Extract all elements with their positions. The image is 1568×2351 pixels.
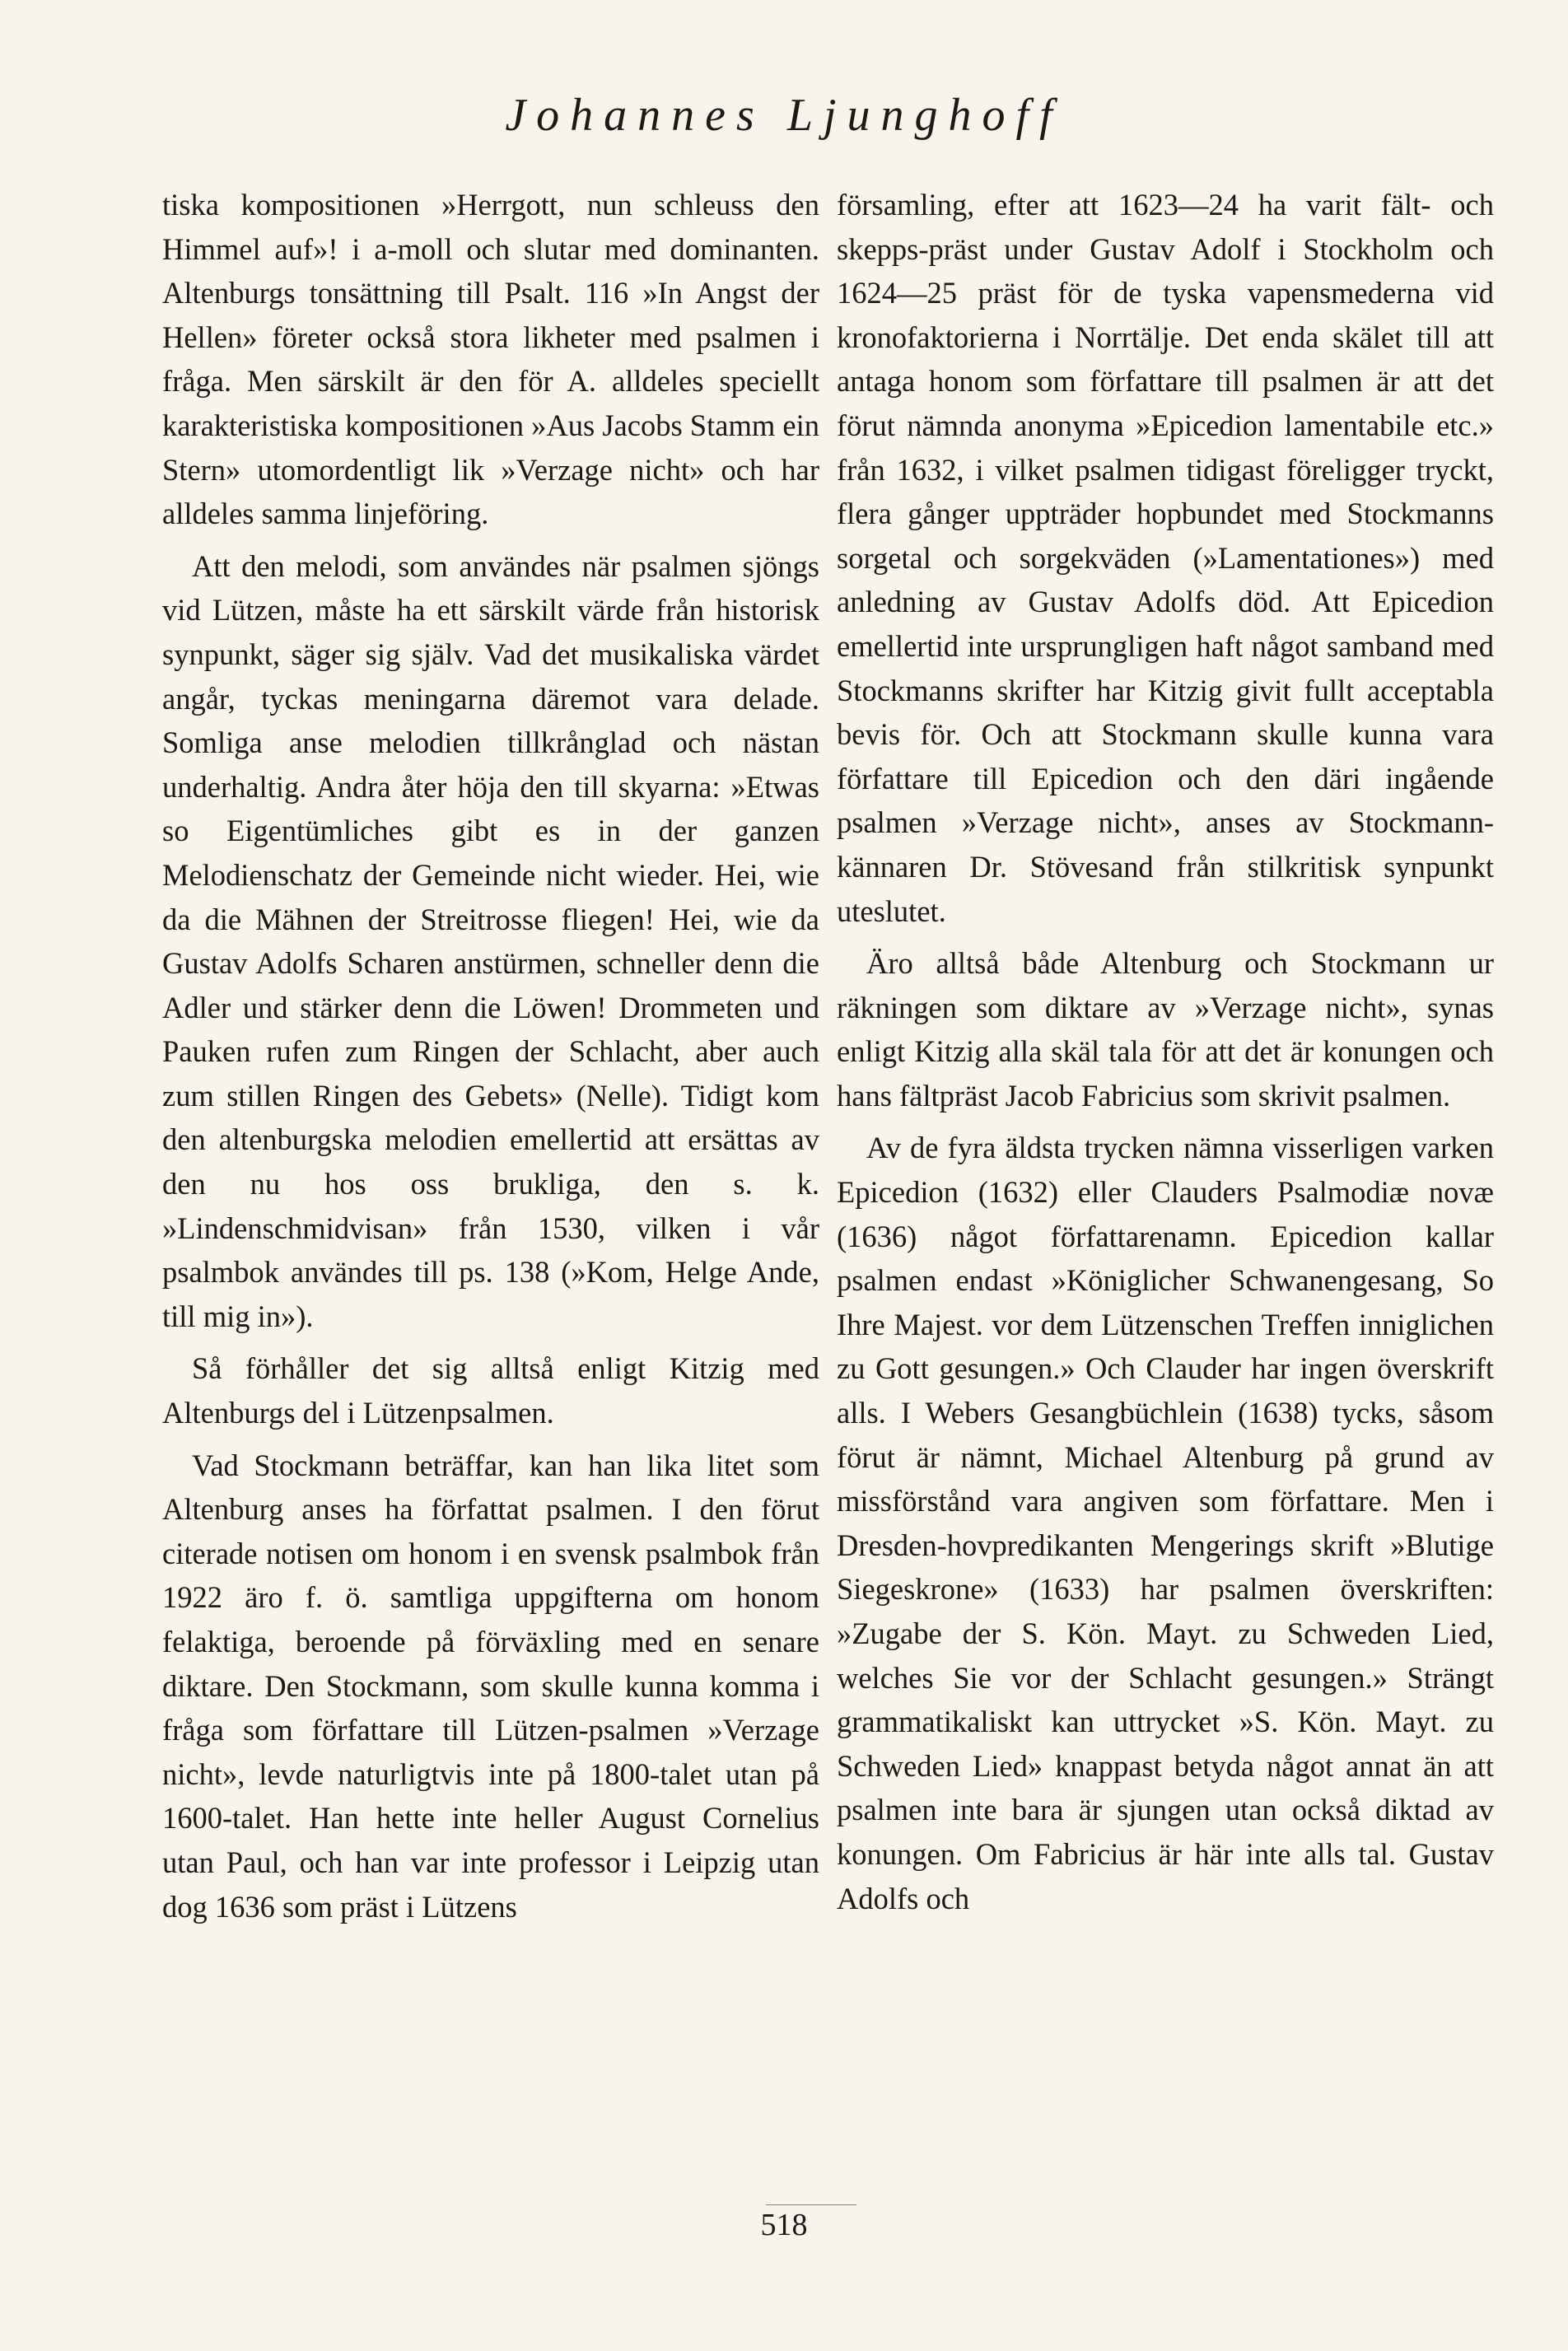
right-paragraph-1: församling, efter att 1623—24 ha varit fält- och skepps-präst under Gustav Adolf i Stockholm och 1624—25 präst för de tyska vapensmederna vid kronofaktorierna i Norrtälje. Det enda skälet till att antaga honom som författare till psalmen är att det förut nämnda anonyma »Epicedion lamentabile etc.» från 1632, i vilket psalmen tidigast föreligger tryckt, flera gånger uppträder hopbundet med Stockmanns sorgetal och sorgekväden (»Lamentationes») med anledning av Gustav Adolfs död. Att Epicedion emellertid inte ursprungligen haft något samband med Stockmanns skrifter har Kitzig givit fullt acceptabla bevis för. Och att Stockmann skulle kunna vara författare till Epicedion och den däri ingående psalmen »Verzage nicht», anses av Stockmann-kännaren Dr. Stövesand från stilkritisk synpunkt uteslutet. [837, 188, 1494, 928]
page-number: 518 [760, 2208, 808, 2242]
left-paragraph-1: tiska kompositionen »Herrgott, nun schleuss den Himmel auf»! i a-moll och slutar med dominanten. Altenburgs tonsättning till Psalt. 116 »In Angst der Hellen» företer också stora likheter med psalmen i fråga. Men särskilt är den för A. alldeles speciellt karakteristiska kompositionen »Aus Jacobs Stamm ein Stern» utomordentligt lik »Verzage nicht» och har alldeles samma linjeföring. [162, 188, 819, 531]
running-title: Johannes Ljunghoff [505, 90, 1063, 141]
left-paragraph-4: Vad Stockmann beträffar, kan han lika litet som Altenburg anses ha författat psalmen. I den förut citerade notisen om honom i en svensk psalmbok från 1922 äro f. ö. samtliga uppgifterna om honom felaktiga, beroende på förväxling med en senare diktare. Den Stockmann, som skulle kunna komma i fråga som författare till Lützen-psalmen »Verzage nicht», levde naturligtvis inte på 1800-talet utan på 1600-talet. Han hette inte heller August Cornelius utan Paul, och han var inte professor i Leipzig utan dog 1636 som präst i Lützens [162, 1448, 819, 1924]
left-column [162, 183, 819, 1937]
right-paragraph-3: Av de fyra äldsta trycken nämna visserligen varken Epicedion (1632) eller Clauders Psalmodiæ novæ (1636) något författarenamn. Epicedion kallar psalmen endast »Königlicher Schwanengesang, So Ihre Majest. vor dem Lützenschen Treffen inniglichen zu Gott gesungen.» Och Clauder har ingen överskrift alls. I Webers Gesangbüchlein (1638) tycks, såsom förut är nämnt, Michael Altenburg på grund av missförstånd vara angiven som författare. Men i Dresden-hovpredikanten Mengerings skrift »Blutige Siegeskrone» (1633) har psalmen överskriften: »Zugabe der S. Kön. Mayt. zu Schweden Lied, welches Sie vor der Schlacht gesungen.» Strängt grammatikaliskt kan uttrycket »S. Kön. Mayt. zu Schweden Lied» knappast betyda något annat än att psalmen inte bara är sjungen utan också diktad av konungen. Om Fabricius är här inte alls tal. Gustav Adolfs och [837, 1131, 1494, 1915]
left-paragraph-2: Att den melodi, som användes när psalmen sjöngs vid Lützen, måste ha ett särskilt värde från historisk synpunkt, säger sig själv. Vad det musikaliska värdet angår, tyckas meningarna däremot vara delade. Somliga anse melodien tillkrånglad och nästan underhaltig. Andra åter höja den till skyarna: »Etwas so Eigentümliches gibt es in der ganzen Melodienschatz der Gemeinde nicht wieder. Hei, wie da die Mähnen der Streitrosse fliegen! Hei, wie da Gustav Adolfs Scharen anstürmen, schneller denn die Adler und stärker denn die Löwen! Drommeten und Pauken rufen zum Ringen der Schlacht, aber auch zum stillen Ringen des Gebets» (Nelle). Tidigt kom den altenburgska melodien emellertid att ersättas av den nu hos oss brukliga, den s. k. »Lindenschmidvisan» från 1530, vilken i vår psalmbok användes till ps. 138 (»Kom, Helge Ande, till mig in»). [162, 548, 819, 1333]
page-number-rule [766, 2204, 856, 2205]
right-column [837, 183, 1494, 1929]
right-paragraph-2: Äro alltså både Altenburg och Stockmann ur räkningen som diktare av »Verzage nicht», synas enligt Kitzig alla skäl tala för att det är konungen och hans fältpräst Jacob Fabricius som skrivit psalmen. [837, 946, 1494, 1113]
left-paragraph-3: Så förhåller det sig alltså enligt Kitzig med Altenburgs del i Lützenpsalmen. [162, 1351, 819, 1430]
